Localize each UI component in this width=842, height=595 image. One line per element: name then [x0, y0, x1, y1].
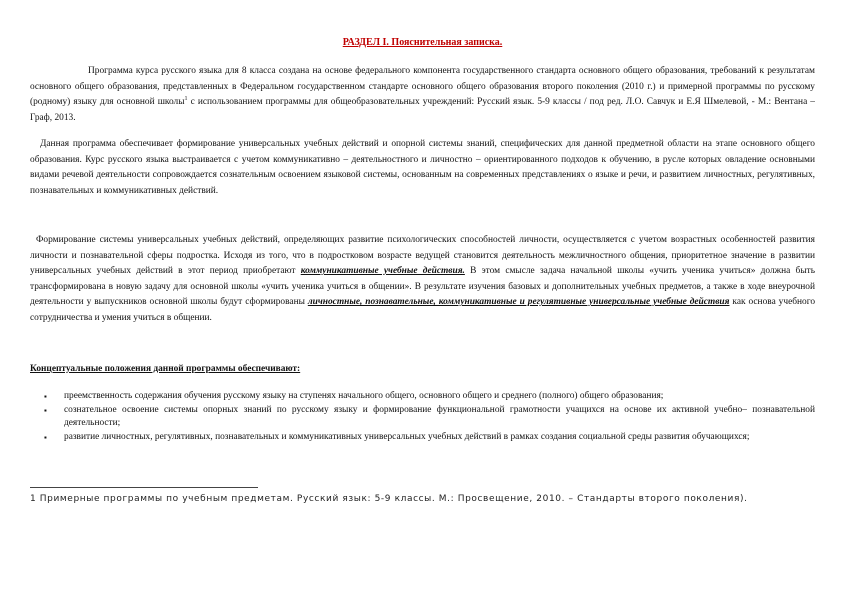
bullet-icon: ▪	[44, 392, 47, 401]
list-item	[30, 404, 815, 431]
concept-list	[30, 390, 815, 444]
paragraph-intro-text-cont: с использованием программы для общеобразовательных учреждений: Русский язык. 5-9 классы / под ред. Л.О. Савчук и Е.Я Шмелевой, - М.: Вентана – Граф, 2013.	[30, 97, 815, 123]
paragraph-program: Данная программа обеспечивает формирование универсальных учебных действий и опорной системы знаний, специфических для данной предметной области на этапе основного общего образования. Курс русского языка выстраивается с учетом коммуникативно – деятельностного и личностно – ориентированного подходов к обучению, в русле которых овладение основными видами речевой деятельности сопровождается сознательным освоением языковой системы, основанным на современных представлениях о языке и речи, и развитием личностных, регулятивных, познавательных и коммуникативных действий.	[30, 139, 815, 196]
paragraph-intro-text: Программа курса русского языка для 8 класса создана на основе федерального компонента государственного стандарта основного общего образования, требований к результатам основного общего образования, представленных в Федеральном государственном стандарте основного общего образования второго поколения (2010 г.) и примерной программы по русскому (родному) языку для основной школы	[30, 66, 815, 107]
paragraph-uud-text-c: как основа учебного сотрудничества и умения учиться в общении.	[30, 297, 816, 323]
footnote-separator	[30, 487, 258, 488]
emphasis-communicative: коммуникативные учебные действия.	[300, 266, 465, 276]
list-item	[30, 390, 815, 404]
emphasis-uud-list: личностные, познавательные, коммуникативные и регулятивные универсальные учебные действия	[307, 297, 730, 307]
footnote: 1 Примерные программы по учебным предметам. Русский язык: 5-9 классы. М.: Просвещение, 2010. – Стандарты второго поколения).	[30, 494, 748, 504]
concept-heading: Концептуальные положения данной программы обеспечивают:	[30, 364, 301, 374]
list-item-text: преемственность содержания обучения русскому языку на ступенях начального общего, основного общего и среднего (полного) общего образования;	[64, 391, 664, 401]
paragraph-uud-text-b: В этом смысле задача начальной школы «учить ученика учиться» должна быть трансформирована в новую задачу для основной школы «учить ученика учиться в общении». В результате изучения базовых и дополнительных учебных предметов, а также в ходе внеурочной деятельности у выпускников основной школы будут сформированы	[30, 266, 815, 307]
list-item-text: сознательное освоение системы опорных знаний по русскому языку и формирование функциональной грамотности учащихся на основе их активной учебно– познавательной деятельности;	[64, 404, 815, 428]
paragraph-uud-text-a: Формирование системы универсальных учебных действий, определяющих развитие психологических способностей личности, осуществляется с учетом возрастных особенностей развития личности и познавательной сферы подростка. Исходя из того, что в подростковом возрасте ведущей становится деятельность межличностного общения, приоритетное значение в развитии универсальных учебных действий в этот период приобретают	[30, 235, 815, 276]
paragraph-uud	[30, 233, 815, 326]
bullet-icon: ▪	[44, 405, 47, 415]
list-item	[30, 431, 815, 445]
list-item-text: развитие личностных, регулятивных, познавательных и коммуникативных универсальных учебных действий в рамках создания социальной среды развития обучающихся;	[64, 431, 750, 442]
paragraph-intro	[30, 64, 815, 126]
bullet-icon: ▪	[44, 432, 47, 442]
footnote-reference[interactable]: 1	[184, 95, 188, 102]
section-title: РАЗДЕЛ I. Пояснительная записка.	[342, 37, 503, 48]
document-page	[30, 0, 815, 595]
